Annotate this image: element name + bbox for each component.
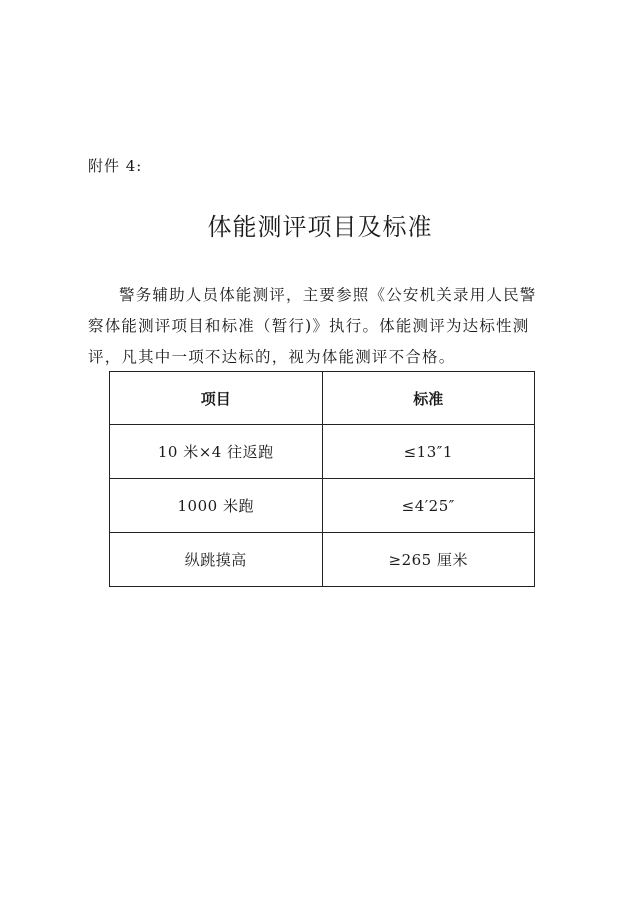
attachment-label: 附件 4:: [88, 157, 143, 175]
table-row: [110, 479, 535, 533]
header-item: 项目: [110, 372, 323, 425]
fitness-standards-table: [109, 371, 535, 587]
table-row: [110, 425, 535, 479]
table-header-row: [110, 372, 535, 425]
standard-cell: ≤4′25″: [322, 479, 535, 533]
standard-cell: ≤13″1: [322, 425, 535, 479]
intro-section: [88, 280, 548, 373]
item-cell: 纵跳摸高: [110, 533, 323, 587]
header-standard: 标准: [322, 372, 535, 425]
item-cell: 10 米×4 往返跑: [110, 425, 323, 479]
standard-cell: ≥265 厘米: [322, 533, 535, 587]
document-title: 体能测评项目及标准: [207, 213, 433, 241]
intro-paragraph: 警务辅助人员体能测评，主要参照《公安机关录用人民警察体能测评项目和标准（暂行)》执行。体能测评为达标性测评，凡其中一项不达标的，视为体能测评不合格。: [88, 286, 537, 366]
table-row: [110, 533, 535, 587]
item-cell: 1000 米跑: [110, 479, 323, 533]
